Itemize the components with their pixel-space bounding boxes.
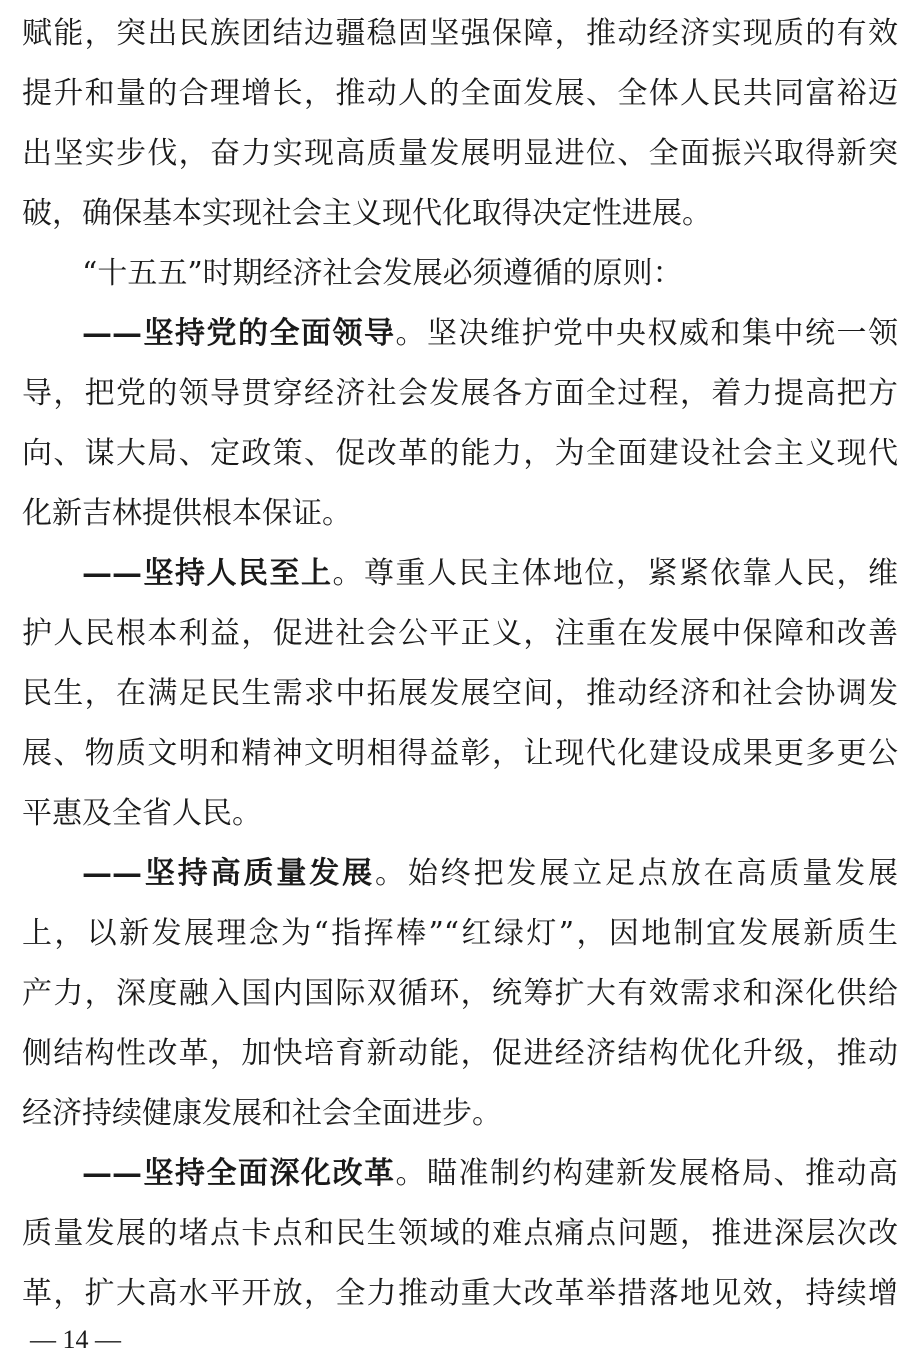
principle-text: 。尊重人民主体地位，紧紧依靠人民，维 <box>332 556 898 591</box>
paragraph-line: 赋能，突出民族团结边疆稳固坚强保障，推动经济实现质的有效 <box>22 16 898 51</box>
principle-line <box>82 554 898 594</box>
paragraph-line: 出坚实步伐，奋力实现高质量发展明显进位、全面振兴取得新突 <box>22 136 898 171</box>
paragraph-line: 破，确保基本实现社会主义现代化取得决定性进展。 <box>22 196 712 231</box>
paragraph-line: 上，以新发展理念为“指挥棒”“红绿灯”，因地制宜发展新质生 <box>22 916 898 951</box>
paragraph-line: 产力，深度融入国内国际双循环，统筹扩大有效需求和深化供给 <box>22 976 898 1011</box>
principle-heading: ——坚持全面深化改革 <box>82 1156 396 1191</box>
principle-heading: ——坚持人民至上 <box>82 556 333 591</box>
principle-text: 。始终把发展立足点放在高质量发展 <box>374 856 898 891</box>
principle-line <box>82 854 898 894</box>
paragraph-line: 侧结构性改革，加快培育新动能，促进经济结构优化升级，推动 <box>22 1036 898 1071</box>
principle-text: 。坚决维护党中央权威和集中统一领 <box>395 316 898 351</box>
paragraph-line: 质量发展的堵点卡点和民生领域的难点痛点问题，推进深层次改 <box>22 1216 898 1251</box>
paragraph-line: 革，扩大高水平开放，全力推动重大改革举措落地见效，持续增 <box>22 1276 898 1311</box>
paragraph-line: 向、谋大局、定政策、促改革的能力，为全面建设社会主义现代 <box>22 436 898 471</box>
paragraph-line: 经济持续健康发展和社会全面进步。 <box>22 1096 502 1131</box>
paragraph-line: 展、物质文明和精神文明相得益彰，让现代化建设成果更多更公 <box>22 736 898 771</box>
paragraph-line: 平惠及全省人民。 <box>22 796 262 831</box>
page-number: — 14 — <box>30 1325 121 1354</box>
paragraph-line: 导，把党的领导贯穿经济社会发展各方面全过程，着力提高把方 <box>22 376 898 411</box>
principle-heading: ——坚持高质量发展 <box>82 856 375 891</box>
principle-text: 。瞄准制约构建新发展格局、推动高 <box>395 1156 898 1191</box>
paragraph-line: 护人民根本利益，促进社会公平正义，注重在发展中保障和改善 <box>22 616 898 651</box>
paragraph-line: 化新吉林提供根本保证。 <box>22 496 352 531</box>
principles-intro: “十五五”时期经济社会发展必须遵循的原则： <box>82 256 683 291</box>
paragraph-line: 提升和量的合理增长，推动人的全面发展、全体人民共同富裕迈 <box>22 76 898 111</box>
principle-line <box>82 1154 898 1194</box>
principle-heading: ——坚持党的全面领导 <box>82 316 396 351</box>
paragraph-line: 民生，在满足民生需求中拓展发展空间，推动经济和社会协调发 <box>22 676 898 711</box>
principle-line <box>82 314 898 354</box>
